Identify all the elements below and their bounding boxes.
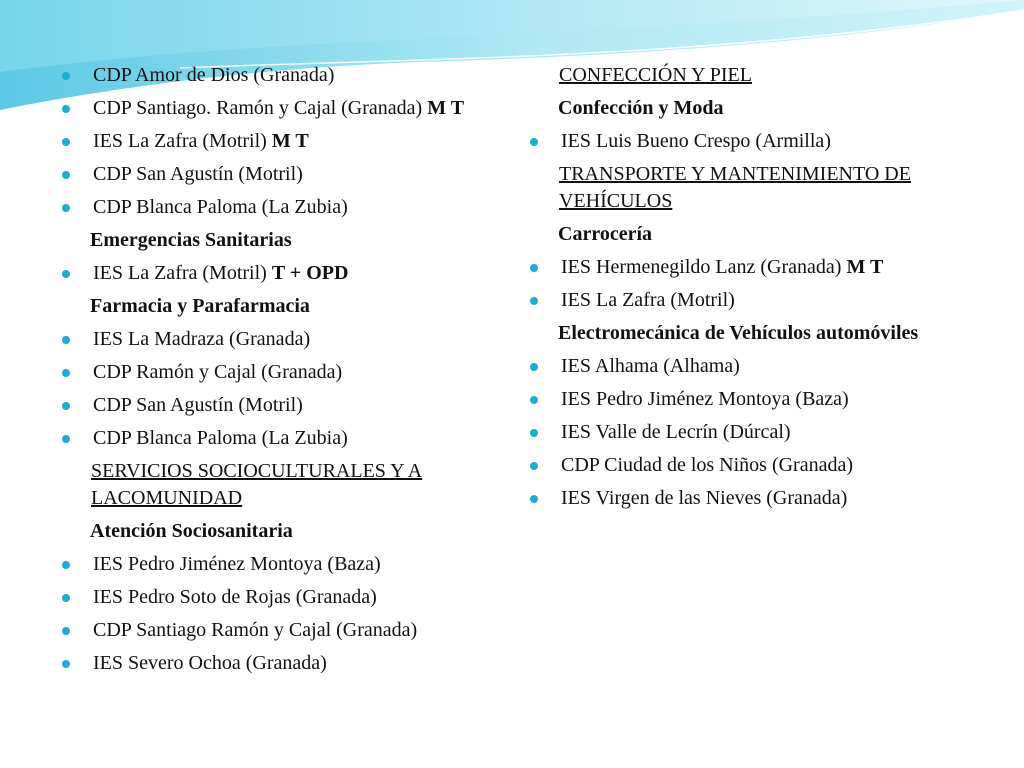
right-column [530,62,990,518]
list-item-text: IES La Zafra (Motril) [93,130,272,152]
list-item [530,128,990,155]
cycle-heading-emergencias-sanitarias: Emergencias Sanitarias [90,229,292,251]
list-item-text: CDP Ramón y Cajal (Granada) [93,361,343,383]
bullet-icon [530,396,538,404]
list-item [62,584,502,611]
bullet-icon [62,594,70,602]
family-title [530,161,990,215]
list-item-text: IES Alhama (Alhama) [561,355,740,377]
cycle-heading [62,518,502,545]
list-item [62,128,502,155]
bullet-icon [62,72,70,80]
list-item-text: IES Pedro Soto de Rojas (Granada) [93,586,377,608]
bullet-icon [62,435,70,443]
family-title [62,458,502,512]
list-item-text: IES La Madraza (Granada) [93,328,311,350]
list-item [62,617,502,644]
family-title-servicios-socioculturales-y-a-lacomunidad: SERVICIOS SOCIOCULTURALES Y A LACOMUNIDAD [91,460,423,509]
list-item [530,287,990,314]
bullet-icon [62,402,70,410]
list-item [62,425,502,452]
cycle-heading [62,293,502,320]
list-item-text: IES Luis Bueno Crespo (Armilla) [561,130,831,152]
cycle-heading [62,227,502,254]
cycle-heading [530,95,990,122]
bullet-icon [62,204,70,212]
list-item-text: CDP Blanca Paloma (La Zubia) [93,427,348,449]
list-item-text: CDP San Agustín (Motril) [93,163,303,185]
bullet-icon [62,660,70,668]
list-item-text: CDP Santiago. Ramón y Cajal (Granada) [93,97,428,119]
list-item [62,95,502,122]
list-item [62,359,502,386]
shift-tag: M T [271,130,309,152]
cycle-heading-atencion-sociosanitaria: Atención Sociosanitaria [90,520,293,542]
bullet-icon [62,270,70,278]
cycle-heading-carroceria: Carrocería [558,223,653,245]
list-item [530,419,990,446]
list-item-text: IES Pedro Jiménez Montoya (Baza) [93,553,381,575]
shift-tag: M T [427,97,465,119]
list-item [530,386,990,413]
list-item-text: CDP Amor de Dios (Granada) [93,64,335,86]
list-item-text: CDP San Agustín (Motril) [93,394,303,416]
bullet-icon [530,462,538,470]
bullet-icon [62,336,70,344]
list-item-text: CDP Blanca Paloma (La Zubia) [93,196,348,218]
list-item-text: CDP Ciudad de los Niños (Granada) [561,454,853,476]
bullet-icon [530,138,538,146]
bullet-icon [62,627,70,635]
family-title-transporte-y-mantenimiento-de-vehiculos: TRANSPORTE Y MANTENIMIENTO DE VEHÍCULOS [559,163,911,212]
cycle-heading-confeccion-y-moda: Confección y Moda [558,97,724,119]
list-item [530,353,990,380]
list-item-text: CDP Santiago Ramón y Cajal (Granada) [93,619,418,641]
bullet-icon [530,297,538,305]
cycle-heading [530,221,990,248]
bullet-icon [530,264,538,272]
list-item-text: IES La Zafra (Motril) [561,289,735,311]
list-item [62,326,502,353]
list-item [62,62,502,89]
cycle-heading-electromecanica-de-vehiculos-automoviles: Electromecánica de Vehículos automóviles [558,322,919,344]
bullet-icon [62,138,70,146]
list-item-text: IES Virgen de las Nieves (Granada) [561,487,848,509]
cycle-heading-farmacia-y-parafarmacia: Farmacia y Parafarmacia [90,295,310,317]
list-item [62,260,502,287]
list-item [62,161,502,188]
bullet-icon [62,171,70,179]
list-item-text: IES La Zafra (Motril) [93,262,272,284]
bullet-icon [530,363,538,371]
bullet-icon [530,495,538,503]
shift-tag: T + OPD [271,262,349,284]
list-item [530,254,990,281]
bullet-icon [62,369,70,377]
family-title-confeccion-y-piel: CONFECCIÓN Y PIEL [559,64,752,86]
list-item-text: IES Pedro Jiménez Montoya (Baza) [561,388,849,410]
left-column [62,62,502,683]
shift-tag: M T [846,256,884,278]
list-item [530,485,990,512]
list-item [62,392,502,419]
list-item-text: IES Hermenegildo Lanz (Granada) [561,256,847,278]
list-item-text: IES Severo Ochoa (Granada) [93,652,327,674]
list-item [62,551,502,578]
list-item [530,452,990,479]
list-item [62,194,502,221]
cycle-heading [530,320,990,347]
list-item-text: IES Valle de Lecrín (Dúrcal) [561,421,791,443]
bullet-icon [62,105,70,113]
list-item [62,650,502,677]
bullet-icon [530,429,538,437]
family-title [530,62,990,89]
bullet-icon [62,561,70,569]
